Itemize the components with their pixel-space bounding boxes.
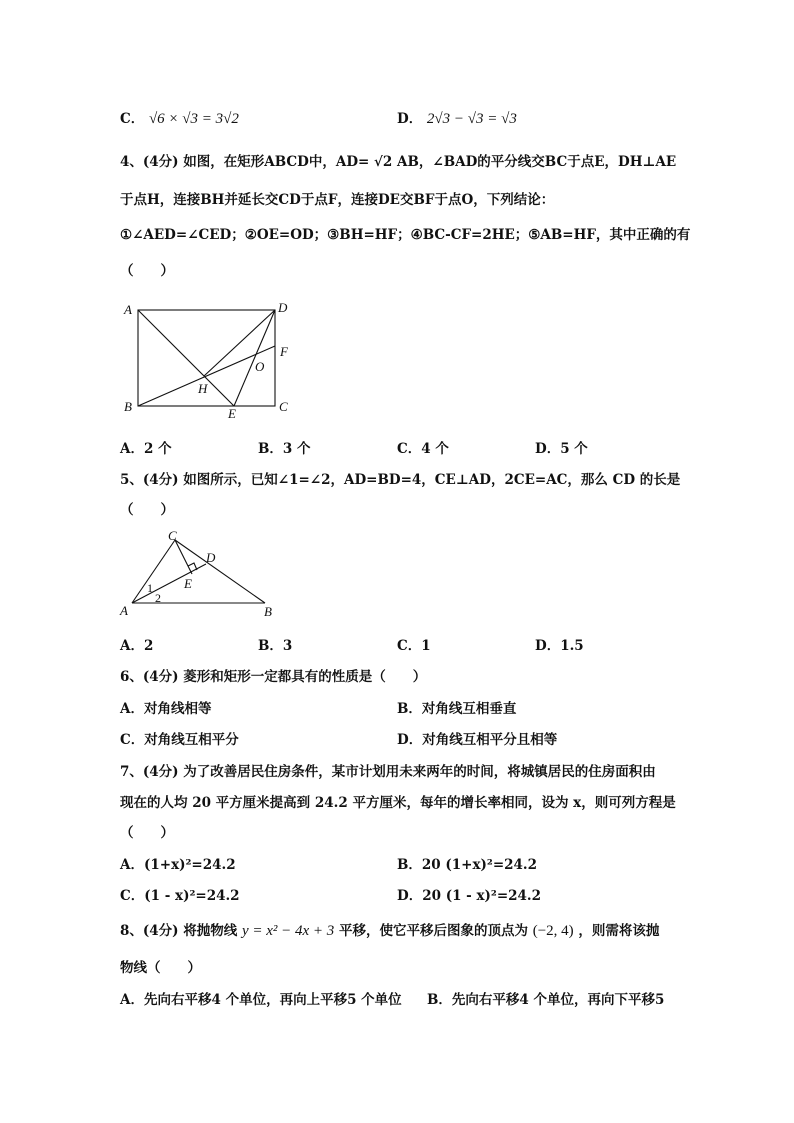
- q5-fig-label-b: B: [264, 604, 272, 619]
- q4-fig-label-o: O: [255, 359, 265, 374]
- q8-parabola-equation: y = x² − 4x + 3: [241, 923, 335, 939]
- q6-option-d: D．对角线互相平分且相等: [397, 732, 558, 748]
- q8-stem-part-b: 平移，使它平移后图象的顶点为: [339, 923, 529, 939]
- q4-fig-label-h: H: [198, 381, 208, 396]
- q5-answer-paren: （ ）: [120, 502, 174, 518]
- q4-fig-label-b: B: [124, 399, 132, 414]
- q7-stem-line2: 现在的人均 20 平方厘米提高到 24.2 平方厘米，每年的增长率相同，设为 x，则可列方程是: [120, 795, 676, 811]
- q4-stem-line3: ①∠AED=∠CED；②OE=OD；③BH=HF；④BC-CF=2HE；⑤AB=HF，其中正确的有: [120, 227, 691, 243]
- q4-fig-label-a: A: [124, 302, 132, 317]
- q3-option-c: [120, 107, 239, 128]
- q7-answer-paren: （ ）: [120, 825, 174, 841]
- q8-stem-line2: 物线（ ）: [120, 960, 201, 976]
- q5-fig-label-d: D: [206, 550, 216, 565]
- q8-stem-part-a: 8、(4分) 将抛物线: [120, 923, 238, 939]
- q5-stem-line1: 5、(4分) 如图所示，已知∠1=∠2，AD=BD=4，CE⊥AD，2CE=AC，那么 CD 的长是: [120, 472, 681, 488]
- q5-fig-label-e: E: [184, 576, 192, 591]
- q8-vertex-point: (−2, 4): [532, 923, 574, 939]
- q4-fig-label-d: D: [278, 300, 288, 315]
- q5-option-a: A．2: [120, 638, 154, 654]
- q7-option-c: C．(1 - x)²=24.2: [120, 888, 240, 904]
- q4-rectangle-figure: [118, 298, 298, 423]
- q5-option-d: D．1.5: [535, 638, 584, 654]
- q5-option-b: B．3: [258, 638, 293, 654]
- q3-option-c-math: √6 × √3 = 3√2: [148, 111, 239, 127]
- q5-option-c: C．1: [397, 638, 431, 654]
- q7-option-d: D．20 (1 - x)²=24.2: [397, 888, 542, 904]
- q8-option-a: A．先向右平移4 个单位，再向上平移5 个单位: [120, 992, 402, 1008]
- q3-option-c-label: C．: [120, 111, 145, 127]
- q6-option-a: A．对角线相等: [120, 701, 212, 717]
- q8-stem-line1: [120, 919, 659, 940]
- q4-fig-label-f: F: [280, 344, 288, 359]
- q5-fig-label-a: A: [120, 603, 128, 618]
- q4-stem-line2: 于点H，连接BH并延长交CD于点F，连接DE交BF于点O，下列结论：: [120, 192, 555, 208]
- q6-option-b: B．对角线互相垂直: [397, 701, 517, 717]
- q3-option-d-label: D．: [397, 111, 423, 127]
- q3-option-d-math: 2√3 − √3 = √3: [426, 111, 517, 127]
- q4-answer-paren: （ ）: [120, 263, 174, 279]
- q8-option-b: B．先向右平移4 个单位，再向下平移5: [427, 992, 665, 1008]
- q5-fig-angle-2: 2: [155, 591, 161, 605]
- q4-option-c: C．4 个: [397, 441, 449, 457]
- q7-stem-line1: 7、(4分) 为了改善居民住房条件，某市计划用未来两年的时间，将城镇居民的住房面积由: [120, 764, 656, 780]
- q4-option-d: D．5 个: [535, 441, 588, 457]
- q3-option-d: [397, 107, 517, 128]
- q4-fig-label-e: E: [228, 406, 236, 421]
- q4-option-a: A．2 个: [120, 441, 172, 457]
- q6-stem-line1: 6、(4分) 菱形和矩形一定都具有的性质是（ ）: [120, 669, 427, 685]
- q5-triangle-figure: [118, 528, 283, 620]
- q6-option-c: C．对角线互相平分: [120, 732, 239, 748]
- q4-fig-label-c: C: [279, 399, 288, 414]
- q4-stem-line1: 4、(4分) 如图，在矩形ABCD中，AD= √2 AB，∠BAD的平分线交BC于点E，DH⊥AE: [120, 154, 677, 170]
- q4-option-b: B．3 个: [258, 441, 311, 457]
- q8-stem-part-c: ，则需将该抛: [578, 923, 660, 939]
- q7-option-b: B．20 (1+x)²=24.2: [397, 857, 538, 873]
- q5-fig-label-c: C: [168, 528, 177, 543]
- q7-option-a: A．(1+x)²=24.2: [120, 857, 236, 873]
- q5-fig-angle-1: 1: [147, 581, 153, 595]
